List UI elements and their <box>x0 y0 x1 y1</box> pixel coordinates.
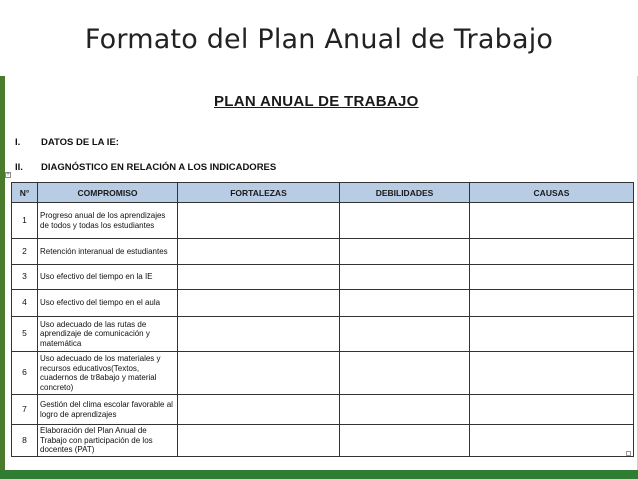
section-number: I. <box>15 137 21 148</box>
table-anchor-icon: + <box>6 172 10 178</box>
section-number: II. <box>15 162 23 173</box>
section-label: DIAGNÓSTICO EN RELACIÓN A LOS INDICADORES <box>41 162 277 173</box>
table-row <box>12 265 634 290</box>
cell-debilidades <box>340 317 470 352</box>
cell-fortalezas <box>178 203 340 239</box>
row-number: 6 <box>12 352 38 395</box>
header-fortalezas: FORTALEZAS <box>178 183 340 203</box>
cell-causas <box>470 317 634 352</box>
section-diagnostico <box>15 162 276 173</box>
row-number: 2 <box>12 239 38 265</box>
cell-causas <box>470 290 634 317</box>
cell-fortalezas <box>178 395 340 425</box>
cell-causas <box>470 352 634 395</box>
row-number: 4 <box>12 290 38 317</box>
slide-title: Formato del Plan Anual de Trabajo <box>84 24 554 55</box>
cell-debilidades <box>340 352 470 395</box>
table-header-row <box>12 183 634 203</box>
cell-causas <box>470 203 634 239</box>
cell-debilidades <box>340 265 470 290</box>
row-compromiso: Elaboración del Plan Anual de Trabajo con participación de los docentes (PAT) <box>38 425 178 457</box>
cell-fortalezas <box>178 265 340 290</box>
row-compromiso: Uso efectivo del tiempo en el aula <box>38 290 178 317</box>
bottom-accent-bar <box>0 470 638 479</box>
row-compromiso: Uso efectivo del tiempo en la IE <box>38 265 178 290</box>
cell-causas <box>470 265 634 290</box>
cell-debilidades <box>340 395 470 425</box>
cell-debilidades <box>340 290 470 317</box>
cell-causas <box>470 395 634 425</box>
header-debilidades: DEBILIDADES <box>340 183 470 203</box>
row-number: 5 <box>12 317 38 352</box>
row-compromiso: Retención interanual de estudiantes <box>38 239 178 265</box>
row-compromiso: Gestión del clima escolar favorable al logro de aprendizajes <box>38 395 178 425</box>
section-label: DATOS DE LA IE: <box>41 137 119 148</box>
cell-causas <box>470 425 634 457</box>
table-row <box>12 317 634 352</box>
table-row <box>12 395 634 425</box>
section-datos-ie <box>15 137 119 148</box>
cell-causas <box>470 239 634 265</box>
cell-fortalezas <box>178 239 340 265</box>
document-title: PLAN ANUAL DE TRABAJO <box>214 93 419 110</box>
cell-debilidades <box>340 425 470 457</box>
document-image <box>5 76 637 470</box>
row-number: 3 <box>12 265 38 290</box>
table-row <box>12 239 634 265</box>
cell-fortalezas <box>178 425 340 457</box>
row-compromiso: Uso adecuado de las rutas de aprendizaje de comunicación y matemática <box>38 317 178 352</box>
cell-fortalezas <box>178 317 340 352</box>
row-number: 7 <box>12 395 38 425</box>
cell-debilidades <box>340 239 470 265</box>
table-row <box>12 352 634 395</box>
row-number: 8 <box>12 425 38 457</box>
table-row <box>12 290 634 317</box>
table-row <box>12 425 634 457</box>
row-number: 1 <box>12 203 38 239</box>
row-compromiso: Uso adecuado de los materiales y recursos educativos(Textos, cuadernos de tr8abajo y material concreto) <box>38 352 178 395</box>
row-compromiso: Progreso anual de los aprendizajes de todos y todas los estudiantes <box>38 203 178 239</box>
cell-fortalezas <box>178 290 340 317</box>
cell-fortalezas <box>178 352 340 395</box>
diagnostico-table <box>11 182 634 457</box>
header-causas: CAUSAS <box>470 183 634 203</box>
header-compromiso: COMPROMISO <box>38 183 178 203</box>
resize-handle-icon <box>626 451 631 456</box>
table-row <box>12 203 634 239</box>
cell-debilidades <box>340 203 470 239</box>
header-numero: N° <box>12 183 38 203</box>
